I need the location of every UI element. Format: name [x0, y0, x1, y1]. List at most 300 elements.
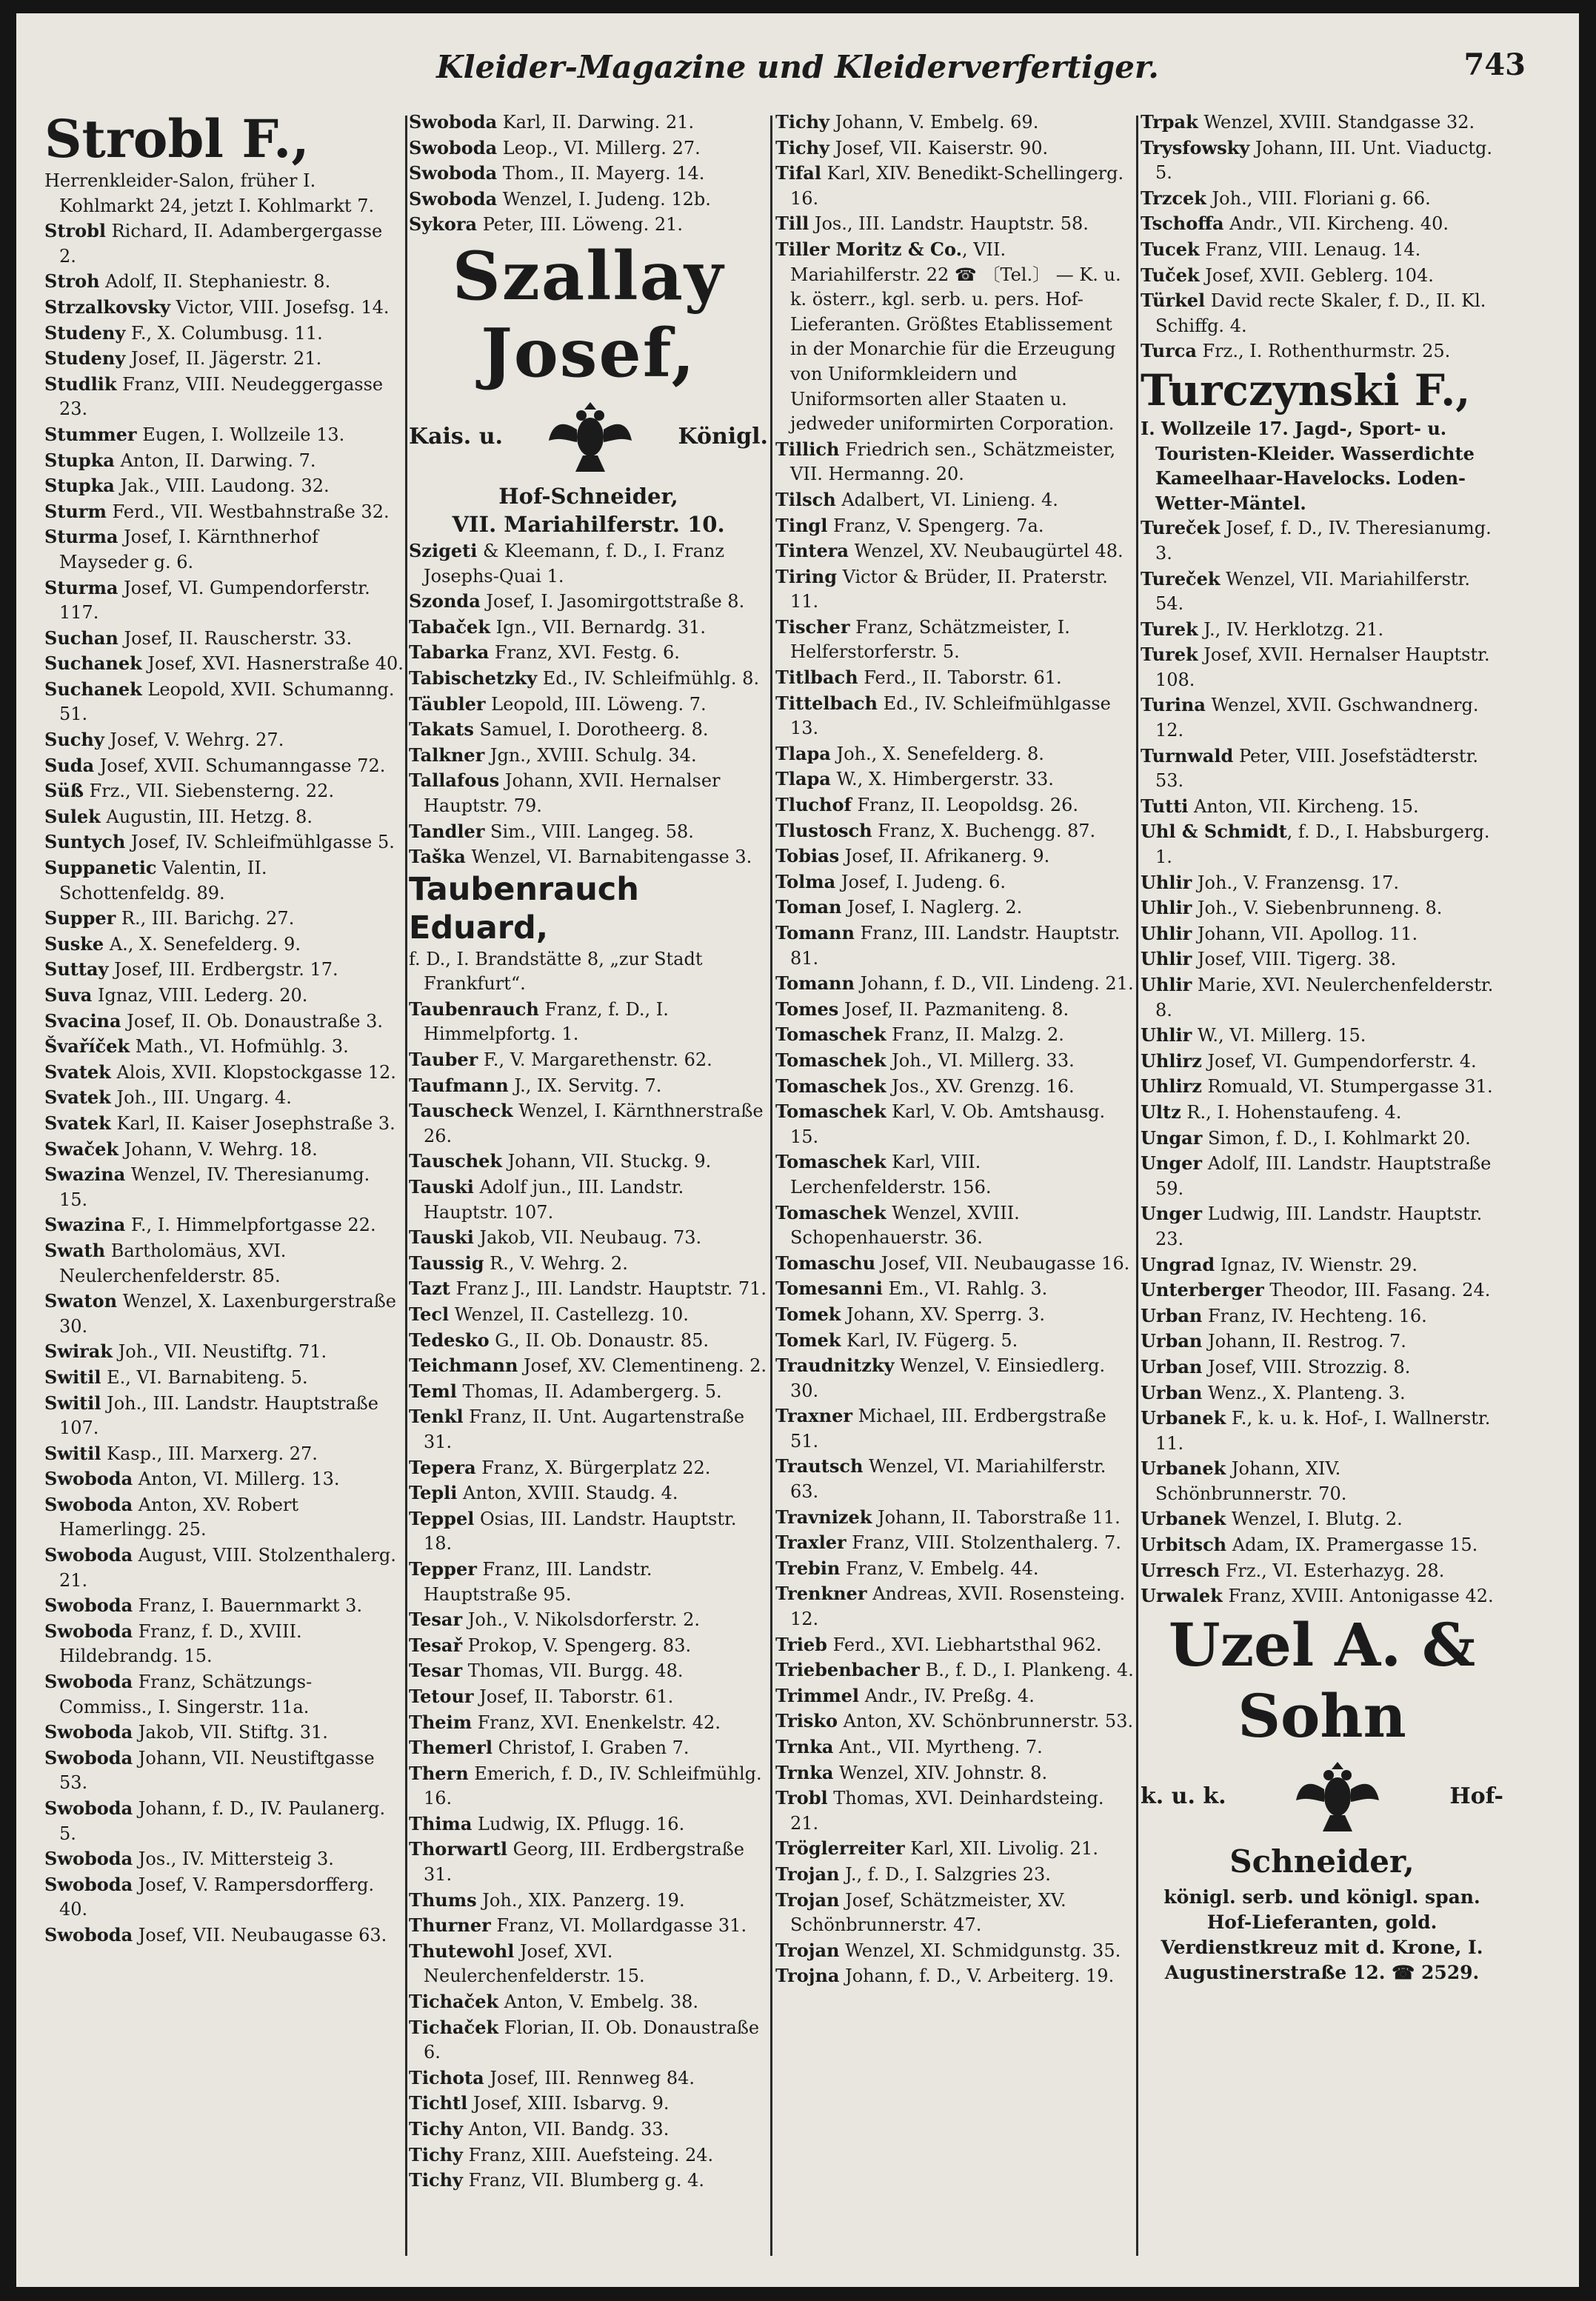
directory-entry	[44, 1009, 404, 1035]
entry-surname: Tandler	[409, 820, 485, 842]
directory-entry	[409, 1658, 768, 1684]
directory-entry	[775, 1454, 1135, 1504]
entry-surname: Tomann	[775, 922, 855, 944]
directory-entry	[775, 1530, 1135, 1556]
directory-entry	[409, 1047, 768, 1073]
entry-surname: Thima	[409, 1812, 473, 1834]
directory-entry	[775, 211, 1135, 237]
directory-entry	[775, 1403, 1135, 1454]
szallay-name: Szallay Josef,	[452, 236, 725, 393]
entry-surname: Suchanek	[44, 652, 142, 675]
entry-details: Michael, III. Erdbergstraße 51.	[790, 1406, 1106, 1452]
entry-details: F., I. Himmelpfortgasse 22.	[125, 1215, 376, 1236]
directory-entry	[1141, 1456, 1503, 1506]
entry-surname: Tluchof	[775, 794, 852, 816]
entry-surname: Tepera	[409, 1456, 476, 1478]
directory-entry	[409, 1761, 768, 1811]
directory-entry	[44, 1391, 404, 1441]
entry-surname: Svatek	[44, 1086, 111, 1109]
entry-surname: Talkner	[409, 744, 485, 766]
directory-entry	[775, 1836, 1135, 1862]
entry-surname: Tobias	[775, 845, 840, 867]
entry-details: Karl, VIII. Lerchenfelderstr. 156.	[790, 1152, 992, 1198]
directory-entry	[775, 161, 1135, 211]
entry-surname: Tomes	[775, 998, 839, 1020]
entry-details: Theodor, III. Fasang. 24.	[1263, 1280, 1491, 1301]
entry-details: Karl, IV. Fügerg. 5.	[841, 1329, 1018, 1351]
directory-entry	[1141, 642, 1503, 692]
directory-entry	[775, 1353, 1135, 1403]
entry-details: Josef, VII. Neubaugasse 16.	[875, 1252, 1130, 1274]
taubenrauch-heading-text: f. D., I. Brandstätte 8, „zur Stadt Frankfurt“.	[409, 948, 703, 995]
entry-surname: Switil	[44, 1392, 101, 1414]
directory-entry	[409, 1175, 768, 1225]
entry-surname: Tomaschek	[775, 1101, 887, 1123]
directory-entry	[44, 218, 404, 269]
entry-details: Josef, XVII. Schumanngasse 72.	[94, 755, 386, 776]
entry-surname: Trnka	[775, 1761, 834, 1783]
entry-surname: Sulek	[44, 805, 101, 827]
entry-surname: Tlapa	[775, 768, 831, 790]
entry-details: Josef, VII. Kaiserstr. 90.	[829, 137, 1049, 158]
directory-entry	[775, 895, 1135, 921]
entry-surname: Traudnitzky	[775, 1355, 895, 1377]
entry-details: F., k. u. k. Hof-, I. Wallnerstr. 11.	[1155, 1408, 1491, 1454]
entry-details: Math., VI. Hofmühlg. 3.	[130, 1036, 349, 1058]
entry-details: Anton, II. Darwing. 7.	[114, 450, 316, 471]
entry-details: W., X. Himbergerstr. 33.	[830, 769, 1054, 790]
entry-details: Jak., VIII. Laudong. 32.	[114, 475, 330, 497]
directory-entry	[409, 1913, 768, 1939]
directory-entry	[775, 1709, 1135, 1734]
directory-entry	[409, 1225, 768, 1251]
entry-details: Johann, VII. Stuckg. 9.	[502, 1151, 712, 1172]
directory-entry	[409, 1149, 768, 1175]
directory-entry	[775, 564, 1135, 615]
entry-surname: Svatek	[44, 1112, 111, 1134]
entries-col2b	[409, 997, 768, 2194]
directory-entry	[775, 1963, 1135, 1989]
directory-entry	[409, 2168, 768, 2194]
entry-details: & Kleemann, f. D., I. Franz Josephs-Quai 1.	[424, 540, 725, 587]
entry-surname: Theim	[409, 1711, 473, 1733]
directory-entry	[409, 1302, 768, 1328]
entry-surname: Tillich	[775, 438, 840, 460]
crest-row	[409, 396, 768, 478]
directory-entry	[1141, 110, 1503, 136]
entries-col3	[775, 110, 1135, 1989]
entry-surname: Studeny	[44, 321, 126, 344]
entry-surname: Uhlirz	[1141, 1075, 1202, 1098]
entry-details: G., II. Ob. Donaustr. 85.	[489, 1329, 709, 1351]
directory-entry	[409, 1684, 768, 1710]
directory-entry	[409, 1607, 768, 1633]
directory-entry	[44, 1289, 404, 1339]
entry-surname: Swoboda	[44, 1493, 133, 1515]
directory-entry	[775, 487, 1135, 513]
entry-details: August, VIII. Stolzenthalerg. 21.	[59, 1545, 396, 1591]
directory-entry	[44, 906, 404, 932]
entry-surname: Taussig	[409, 1252, 484, 1274]
entry-surname: Titlbach	[775, 667, 858, 689]
entry-details: Anton, XV. Schönbrunnerstr. 53.	[838, 1711, 1134, 1732]
directory-entry	[775, 1862, 1135, 1888]
directory-entry	[775, 1149, 1135, 1200]
entry-details: Johann, f. D., IV. Paulanerg. 5.	[59, 1798, 386, 1844]
directory-entry	[409, 844, 768, 870]
entry-surname: Swoboda	[409, 136, 498, 158]
column-rule	[405, 116, 407, 2256]
directory-entry	[409, 1098, 768, 1149]
entry-surname: Thutewohl	[409, 1940, 515, 1962]
entry-details: Joh., VIII. Floriani g. 66.	[1206, 187, 1431, 209]
directory-entry	[409, 1710, 768, 1736]
directory-entry	[44, 727, 404, 753]
entry-surname: Tischer	[775, 615, 850, 638]
directory-entry	[1141, 237, 1503, 263]
entry-details: Wenzel, XI. Schmidgunstg. 35.	[839, 1940, 1121, 1961]
directory-entry	[775, 1099, 1135, 1149]
entry-details: Leop., VI. Millerg. 27.	[497, 137, 701, 158]
entry-surname: Swirak	[44, 1340, 113, 1363]
entry-details: Johann, V. Embelg. 69.	[829, 112, 1039, 133]
entry-details: Ign., VII. Bernardg. 31.	[490, 616, 707, 638]
directory-entry	[409, 1379, 768, 1405]
column-4	[1141, 110, 1503, 2280]
column-rule	[1136, 116, 1138, 2256]
entry-details: Ignaz, VIII. Lederg. 20.	[92, 985, 308, 1006]
directory-entry	[409, 1328, 768, 1354]
directory-entry	[1141, 567, 1503, 617]
directory-entry	[1141, 1583, 1503, 1609]
entry-surname: Suchan	[44, 627, 118, 649]
directory-entry	[1141, 186, 1503, 212]
entry-surname: Suva	[44, 984, 93, 1006]
ad-text: königl. serb. und königl. span. Hof-Lieferanten, gold. Verdienstkreuz mit d. Krone, I. Augustinerstraße 12. ☎ 2529.	[1161, 1886, 1483, 1983]
entry-details: Johann, f. D., VII. Lindeng. 21.	[854, 973, 1134, 995]
entry-details: Ferd., XVI. Liebhartsthal 962.	[827, 1634, 1102, 1655]
entry-surname: Thern	[409, 1762, 469, 1784]
entry-surname: Tomann	[775, 972, 855, 995]
entries-col1	[44, 218, 404, 1948]
directory-entry	[1141, 617, 1503, 643]
column-2	[409, 110, 768, 2280]
entry-surname: Tolma	[775, 870, 836, 892]
entry-details: Christof, I. Graben 7.	[493, 1737, 690, 1759]
entry-surname: Tomek	[775, 1303, 841, 1325]
entry-surname: Taufmann	[409, 1074, 509, 1096]
directory-entry	[775, 1657, 1135, 1683]
entry-surname: Stroh	[44, 270, 100, 293]
entry-surname: Tichaček	[409, 2016, 499, 2038]
directory-entry	[775, 869, 1135, 895]
entry-details: Wenzel, VI. Mariahilferstr. 63.	[790, 1456, 1106, 1503]
entry-details: Franz, VIII. Lenaug. 14.	[1199, 238, 1421, 260]
entry-surname: Teppel	[409, 1507, 475, 1529]
entry-surname: Unger	[1141, 1203, 1203, 1225]
entry-surname: Trenkner	[775, 1583, 867, 1605]
entry-details: , VII. Mariahilferstr. 22 ☎ 〔Tel.〕 — K. u. k. österr., kgl. serb. u. pers. Hof-Lieferanten. Größtes Etablissement in der Monarchie für die Erzeugung von Uniformkleidern und Uniformsorten aller Staaten u. jedweder uniformirten Corporation.	[790, 238, 1121, 435]
entries-col4b	[1141, 515, 1503, 1609]
entry-details: Marie, XVI. Neulerchenfelderstr. 8.	[1155, 975, 1494, 1021]
directory-entry	[1141, 744, 1503, 794]
entry-details: Josef, VI. Gumpendorferstr. 4.	[1201, 1050, 1477, 1072]
entry-surname: Swaček	[44, 1138, 119, 1160]
entry-details: Adalbert, VI. Linieng. 4.	[835, 489, 1058, 510]
entry-surname: Traxler	[775, 1532, 847, 1554]
entry-surname: Tichaček	[409, 1991, 499, 2013]
entry-details: Emerich, f. D., IV. Schleifmühlg. 16.	[424, 1763, 762, 1809]
entry-details: Franz, II. Unt. Augartenstraße 31.	[424, 1406, 745, 1452]
directory-entry	[775, 971, 1135, 997]
directory-entry	[409, 538, 768, 589]
directory-entry	[775, 818, 1135, 844]
entry-details: J., f. D., I. Salzgries 23.	[839, 1863, 1051, 1885]
directory-entry	[44, 1034, 404, 1060]
ad-right-text: Hof-	[1449, 1783, 1503, 1810]
entry-surname: Turca	[1141, 340, 1197, 362]
entry-surname: Tomaschu	[775, 1252, 876, 1274]
entry-surname: Tomesanni	[775, 1278, 883, 1300]
entry-surname: Urbitsch	[1141, 1534, 1227, 1556]
directory-entry	[44, 1619, 404, 1669]
entry-details: Adolf, III. Landstr. Hauptstraße 59.	[1155, 1153, 1492, 1199]
entry-surname: Urban	[1141, 1381, 1203, 1403]
directory-entry	[409, 2117, 768, 2143]
entry-details: Franz, III. Landstr. Hauptstraße 95.	[424, 1558, 652, 1605]
directory-entry	[1141, 819, 1503, 869]
entry-details: Josef, Schätzmeister, XV. Schönbrunnerstr. 47.	[790, 1889, 1066, 1936]
entry-surname: Türkel	[1141, 290, 1206, 312]
entry-details: Valentin, II. Schottenfeldg. 89.	[59, 858, 267, 904]
entry-surname: Trobl	[775, 1787, 828, 1809]
entry-surname: Tauschek	[409, 1150, 503, 1172]
entry-details: Peter, III. Löweng. 21.	[477, 214, 684, 236]
entry-surname: Tuček	[1141, 264, 1200, 286]
entry-details: Josef, VII. Neubaugasse 63.	[133, 1924, 387, 1946]
entry-details: Josef, f. D., IV. Theresianumg. 3.	[1155, 518, 1492, 564]
directory-entry	[44, 1339, 404, 1365]
directory-page	[16, 13, 1579, 2287]
entry-surname: Strobl	[44, 220, 106, 242]
entry-surname: Turnwald	[1141, 744, 1234, 767]
entry-surname: Trautsch	[775, 1455, 864, 1477]
entry-details: Anton, XV. Robert Hamerlingg. 25.	[59, 1494, 299, 1540]
directory-entry	[775, 237, 1135, 437]
directory-entry	[1141, 136, 1503, 186]
entry-details: Johann, XVII. Hernalser Hauptstr. 79.	[424, 770, 721, 816]
entry-details: Johann, VII. Apollog. 11.	[1192, 923, 1418, 944]
entry-details: Bartholomäus, XVI. Neulerchenfelderstr. 85.	[59, 1240, 287, 1286]
column-1	[44, 110, 404, 2280]
entry-surname: Tiring	[775, 565, 837, 587]
directory-entry	[409, 2091, 768, 2117]
entry-details: Karl, V. Ob. Amtshausg. 15.	[790, 1101, 1106, 1147]
entry-details: Victor, VIII. Josefsg. 14.	[170, 296, 390, 318]
entry-surname: Strzalkovsky	[44, 295, 171, 318]
directory-entry	[775, 1888, 1135, 1938]
directory-entry	[1141, 870, 1503, 896]
entry-details: Joh., III. Landstr. Hauptstraße 107.	[59, 1392, 378, 1439]
directory-entry	[409, 1735, 768, 1761]
entry-details: Johann, f. D., V. Arbeiterg. 19.	[839, 1966, 1115, 1987]
entry-surname: Tesař	[409, 1634, 463, 1656]
entry-surname: Uhl & Schmidt	[1141, 821, 1287, 843]
entry-details: Ant., VII. Myrtheng. 7.	[833, 1737, 1043, 1757]
directory-entry	[409, 1633, 768, 1659]
directory-entry	[44, 1365, 404, 1391]
directory-entry	[1141, 1406, 1503, 1456]
entries-col4	[1141, 110, 1503, 364]
entry-details: Wenzel, XVIII. Schopenhauerstr. 36.	[790, 1202, 1020, 1249]
directory-entry	[44, 778, 404, 804]
entry-details: Josef, XVII. Hernalser Hauptstr. 108.	[1155, 644, 1490, 690]
turczynski-heading: Turczynski F.,	[1141, 364, 1471, 415]
entry-details: Thomas, XVI. Deinhardsteing. 21.	[790, 1788, 1104, 1834]
directory-entry	[775, 1022, 1135, 1048]
directory-entry	[44, 1466, 404, 1492]
directory-entry	[409, 2143, 768, 2168]
directory-entry	[44, 346, 404, 372]
directory-entry	[44, 1923, 404, 1948]
directory-entry	[775, 136, 1135, 161]
directory-entry	[1141, 1303, 1503, 1329]
entry-surname: Swoboda	[44, 1620, 133, 1642]
entry-details: Thomas, II. Adambergerg. 5.	[456, 1380, 722, 1402]
entry-surname: Swath	[44, 1239, 106, 1261]
entry-details: Franz, VIII. Neudeggergasse 23.	[59, 373, 384, 420]
entry-surname: Ultz	[1141, 1101, 1181, 1123]
entry-details: Samuel, I. Dorotheerg. 8.	[473, 719, 709, 741]
entry-details: Joh., V. Siebenbrunneng. 8.	[1192, 898, 1443, 919]
entry-details: Johann, II. Taborstraße 11.	[872, 1506, 1121, 1528]
entry-surname: Uhlir	[1141, 948, 1192, 970]
entry-surname: Tilsch	[775, 488, 836, 510]
directory-entry	[44, 677, 404, 727]
entry-surname: Tomaschek	[775, 1049, 887, 1071]
entry-details: Adolf, II. Stephaniestr. 8.	[99, 271, 331, 293]
column-3	[775, 110, 1135, 2280]
entry-details: Josef, I. Naglerg. 2.	[841, 897, 1023, 918]
directory-entry	[44, 804, 404, 830]
directory-entry	[1141, 1329, 1503, 1355]
entry-details: Franz, f. D., I. Himmelpfortg. 1.	[424, 998, 669, 1045]
entry-surname: Tichy	[775, 136, 829, 158]
entry-details: Wenzel, VI. Barnabitengasse 3.	[465, 846, 752, 868]
entry-surname: Urban	[1141, 1304, 1203, 1326]
entry-details: Joh., X. Senefelderg. 8.	[830, 743, 1044, 764]
entry-surname: Tauber	[409, 1049, 478, 1071]
entry-surname: Tepper	[409, 1557, 477, 1580]
entry-details: Andr., VII. Kircheng. 40.	[1223, 213, 1449, 235]
entry-details: Wenzel, II. Castellezg. 10.	[449, 1304, 689, 1325]
entry-details: Johann, XIV. Schönbrunnerstr. 70.	[1155, 1458, 1347, 1504]
entry-surname: Ungrad	[1141, 1253, 1215, 1275]
directory-entry	[775, 1328, 1135, 1354]
directory-entry	[409, 997, 768, 1047]
entry-details: Wenzel, I. Judeng. 12b.	[497, 188, 711, 210]
entry-surname: Tichy	[775, 111, 829, 133]
entry-surname: Triebenbacher	[775, 1659, 920, 1681]
entry-details: Richard, II. Adambergergasse 2.	[59, 221, 383, 267]
entry-details: Frz., I. Rothenthurmstr. 25.	[1196, 341, 1451, 362]
entry-details: Karl, II. Darwing. 21.	[497, 112, 695, 133]
directory-entry	[409, 819, 768, 845]
directory-entry	[1141, 1074, 1503, 1100]
entry-details: Franz, X. Buchengg. 87.	[872, 820, 1096, 841]
entry-details: Josef, VIII. Strozzig. 8.	[1202, 1356, 1411, 1377]
entry-surname: Trieb	[775, 1633, 827, 1655]
directory-entry	[44, 1137, 404, 1163]
entry-surname: Tedesko	[409, 1329, 490, 1351]
directory-entry	[44, 1060, 404, 1086]
directory-entry	[775, 1276, 1135, 1302]
directory-entry	[44, 1085, 404, 1111]
entry-surname: Trisko	[775, 1710, 838, 1732]
entry-surname: Till	[775, 213, 809, 235]
entry-details: Wenzel, XVIII. Standgasse 32.	[1198, 112, 1475, 133]
directory-entry	[44, 1746, 404, 1796]
directory-entry	[409, 187, 768, 213]
entry-surname: Swoboda	[44, 1848, 133, 1870]
directory-entry	[409, 1939, 768, 1989]
directory-entry	[409, 615, 768, 641]
directory-entry	[44, 499, 404, 525]
directory-entry	[409, 768, 768, 818]
double-eagle-crest-icon	[546, 396, 635, 478]
entry-details: Johann, XV. Sperrg. 3.	[841, 1303, 1045, 1325]
directory-entry	[44, 1593, 404, 1619]
entry-surname: Swoboda	[409, 187, 498, 210]
directory-entry	[775, 1632, 1135, 1658]
entry-details: Ed., IV. Schleifmühlg. 8.	[537, 667, 760, 689]
directory-entry	[1141, 794, 1503, 820]
directory-entry	[775, 741, 1135, 767]
entry-surname: Suttay	[44, 958, 109, 981]
directory-entry	[409, 1353, 768, 1379]
directory-entry	[409, 161, 768, 187]
entry-surname: Tomaschek	[775, 1075, 887, 1097]
entry-details: E., VI. Barnabiteng. 5.	[101, 1366, 308, 1388]
entry-details: Franz, XIII. Auefsteing. 24.	[462, 2144, 714, 2165]
entry-details: Franz, VI. Mollardgasse 31.	[490, 1915, 747, 1937]
directory-entry	[1141, 338, 1503, 364]
entry-details: Sim., VIII. Langeg. 58.	[484, 821, 694, 842]
directory-entry	[44, 1543, 404, 1593]
directory-entry	[409, 1480, 768, 1506]
entry-details: Ludwig, III. Landstr. Hauptstr. 23.	[1155, 1203, 1483, 1249]
entry-surname: Studeny	[44, 347, 126, 370]
entry-surname: Tazt	[409, 1278, 450, 1300]
uzel-ad	[1141, 1609, 1503, 1986]
directory-entry	[775, 1048, 1135, 1074]
entry-details: Josef, I. Kärnthnerhof Mayseder g. 6.	[59, 527, 318, 572]
entry-details: Leopold, III. Löweng. 7.	[485, 693, 707, 715]
entry-details: A., X. Senefelderg. 9.	[104, 933, 301, 955]
directory-entry	[44, 932, 404, 958]
entry-surname: Svacina	[44, 1009, 121, 1032]
entry-surname: Urbanek	[1141, 1457, 1226, 1480]
directory-entry	[775, 792, 1135, 818]
directory-entry	[409, 717, 768, 743]
entry-details: Thom., II. Mayerg. 14.	[497, 163, 705, 184]
entry-details: Joh., VII. Neustiftg. 71.	[112, 1341, 327, 1363]
entry-details: Em., VI. Rahlg. 3.	[882, 1278, 1048, 1300]
entries-col2	[409, 538, 768, 870]
entry-details: J., IV. Herklotzg. 21.	[1198, 618, 1384, 640]
entry-details: Franz, f. D., XVIII. Hildebrandg. 15.	[59, 1620, 302, 1667]
entry-surname: Tauski	[409, 1176, 474, 1198]
